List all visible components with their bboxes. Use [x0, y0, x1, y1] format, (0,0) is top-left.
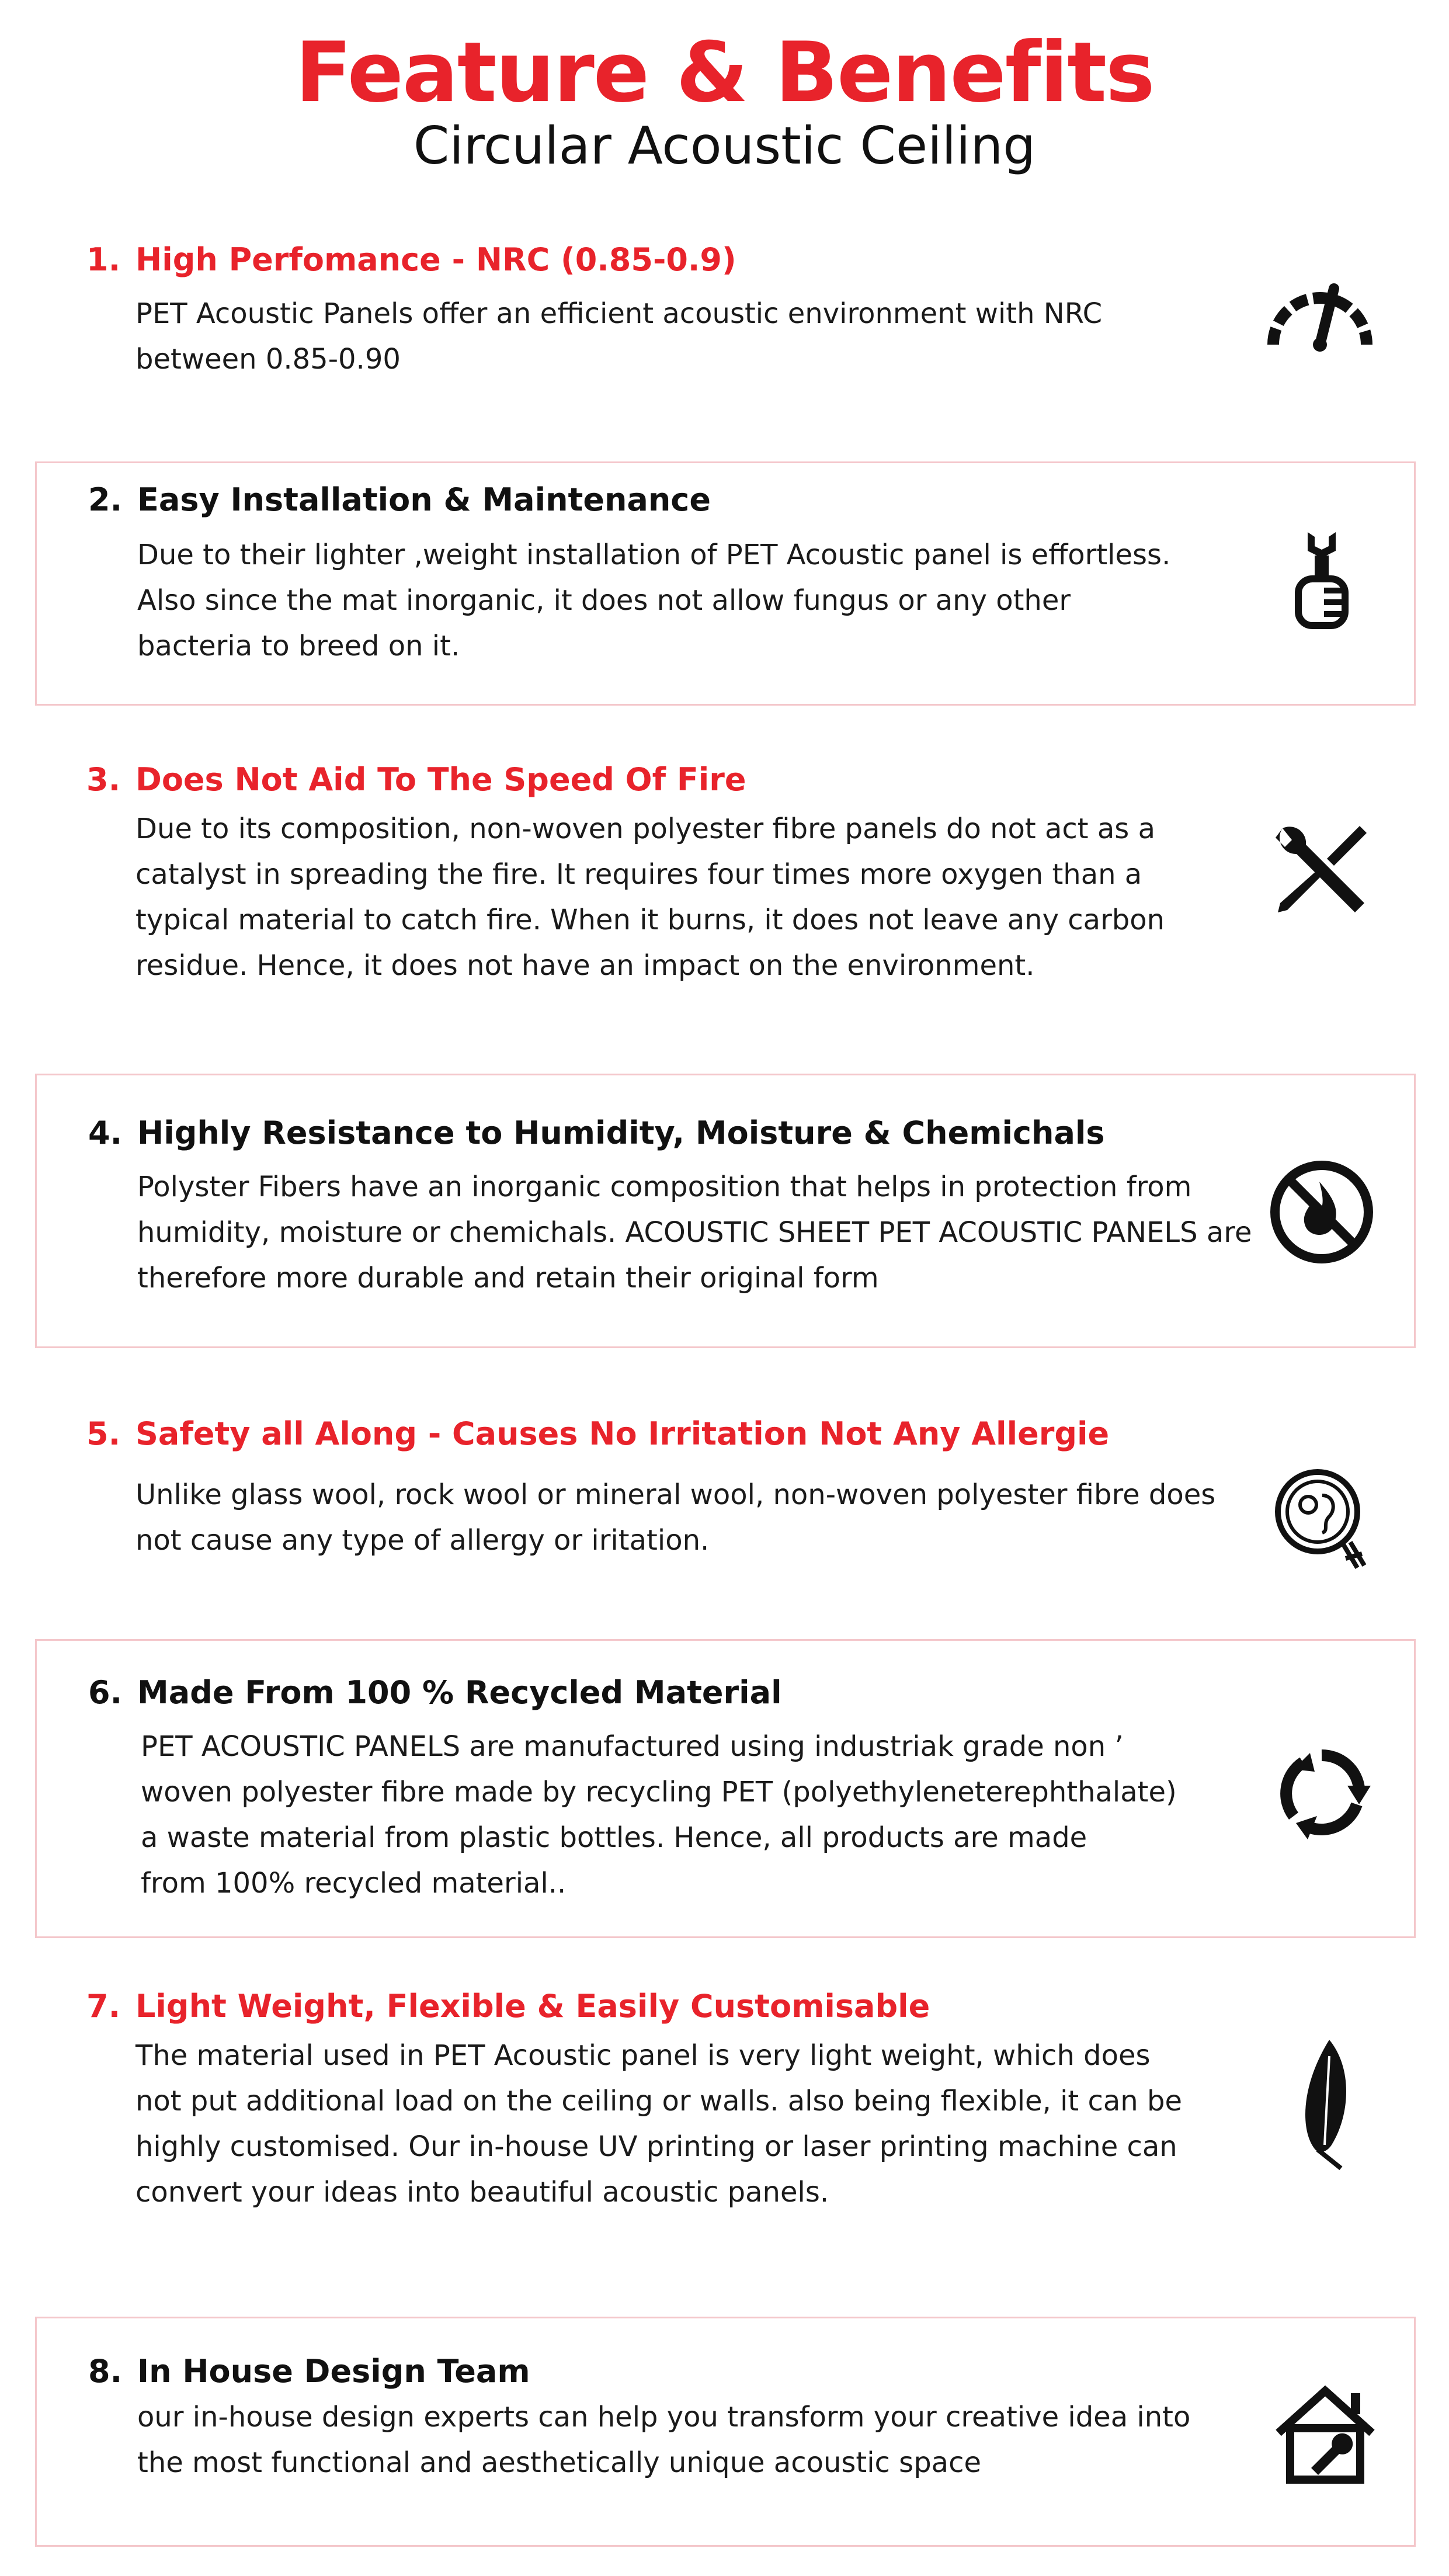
feature-heading: Highly Resistance to Humidity, Moisture & Chemichals	[137, 1115, 1105, 1151]
feature-description: Polyster Fibers have an inorganic composition that helps in protection from humidity, moisture or chemichals. ACOUSTIC SHEET PET ACOUSTIC PANELS are therefore more durable and retain their original form	[137, 1171, 1252, 1294]
feature-description: PET ACOUSTIC PANELS are manufactured using industriak grade non ’ woven polyester fibre made by recycling PET (polyethyleneterephthalate) a waste material from plastic bottles. Hence, all products are made from 100% recycled material..	[141, 1730, 1177, 1900]
feature-description: our in-house design experts can help you transform your creative idea into the most functional and aesthetically unique acoustic space	[137, 2401, 1191, 2479]
feature-4	[35, 1074, 1416, 1348]
feature-number: 1.	[86, 241, 121, 278]
microbe-magnifier-icon	[1262, 1460, 1378, 1577]
feature-heading: In House Design Team	[137, 2353, 530, 2390]
feature-1	[35, 228, 1416, 426]
feature-number: 8.	[88, 2353, 123, 2390]
feature-description: Unlike glass wool, rock wool or mineral wool, non-woven polyester fibre does not cause any type of allergy or iritation.	[135, 1478, 1216, 1557]
feather-icon	[1262, 2033, 1378, 2173]
house-wrench-icon	[1267, 2377, 1384, 2494]
feature-number: 2.	[88, 481, 123, 518]
feature-6	[35, 1639, 1416, 1938]
speedometer-icon	[1262, 263, 1378, 380]
feature-description: Due to its composition, non-woven polyester fibre panels do not act as a catalyst in spreading the fire. It requires four times more oxygen than a typical material to catch fire. When it burns, it does not leave any carbon residue. Hence, it does not have an impact on the environment.	[135, 813, 1165, 982]
feature-description: PET Acoustic Panels offer an efficient acoustic environment with NRC between 0.85-0.90	[135, 297, 1103, 376]
feature-number: 5.	[86, 1415, 121, 1452]
feature-number: 6.	[88, 1674, 123, 1711]
page-subtitle: Circular Acoustic Ceiling	[413, 116, 1036, 176]
feature-number: 7.	[86, 1988, 121, 2025]
feature-2	[35, 461, 1416, 706]
feature-heading: Safety all Along - Causes No Irritation Not Any Allergie	[135, 1415, 1110, 1452]
wrench-screwdriver-icon	[1262, 812, 1378, 929]
feature-8	[35, 2317, 1416, 2547]
feature-7	[35, 1974, 1416, 2249]
feature-heading: High Perfomance - NRC (0.85-0.9)	[135, 241, 736, 278]
feature-heading: Made From 100 % Recycled Material	[137, 1674, 782, 1711]
feature-heading: Light Weight, Flexible & Easily Customisable	[135, 1988, 930, 2025]
recycle-icon	[1263, 1734, 1380, 1851]
feature-heading: Does Not Aid To The Speed Of Fire	[135, 761, 746, 798]
feature-description: The material used in PET Acoustic panel is very light weight, which does not put additional load on the ceiling or walls. also being flexible, it can be highly customised. Our in-house UV printing or laser printing machine can convert your ideas into beautiful acoustic panels.	[135, 2039, 1182, 2209]
feature-heading: Easy Installation & Maintenance	[137, 481, 711, 518]
no-fire-icon	[1263, 1154, 1380, 1270]
feature-description: Due to their lighter ,weight installation of PET Acoustic panel is effortless. Also since the mat inorganic, it does not allow fungus or any other bacteria to breed on it.	[137, 539, 1171, 662]
feature-3	[35, 748, 1416, 1016]
hand-wrench-icon	[1263, 520, 1380, 637]
page-title: Feature & Benefits	[295, 25, 1154, 121]
feature-5	[35, 1402, 1416, 1612]
feature-number: 3.	[86, 761, 121, 798]
feature-number: 4.	[88, 1115, 123, 1151]
